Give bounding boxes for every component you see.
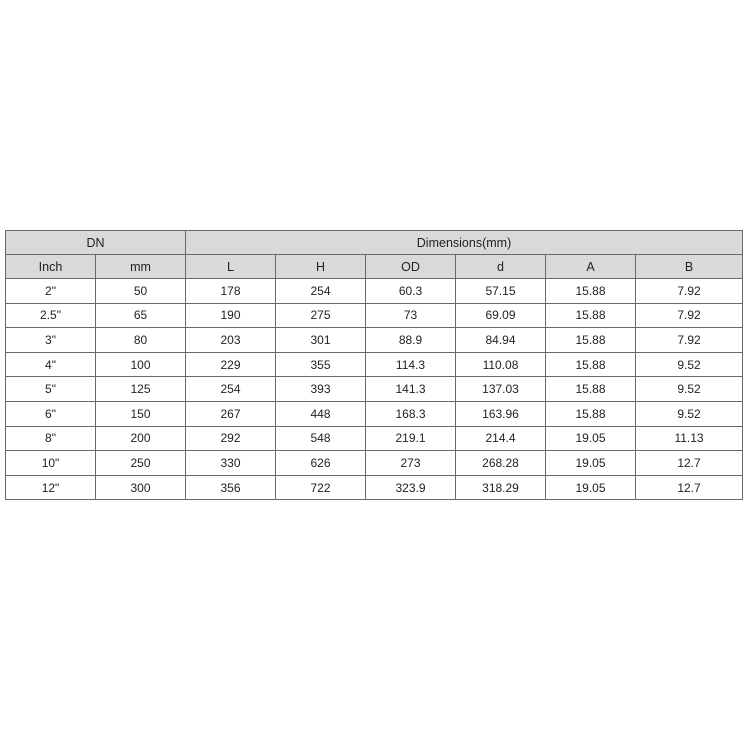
cell-b: 12.7 [636, 475, 743, 500]
cell-mm: 200 [96, 426, 186, 451]
cell-l: 254 [186, 377, 276, 402]
cell-od: 73 [366, 303, 456, 328]
cell-inch: 2" [6, 279, 96, 304]
column-header-mm: mm [96, 255, 186, 279]
cell-a: 15.88 [546, 377, 636, 402]
cell-l: 178 [186, 279, 276, 304]
cell-l: 203 [186, 328, 276, 353]
cell-a: 19.05 [546, 451, 636, 476]
cell-a: 19.05 [546, 475, 636, 500]
cell-mm: 50 [96, 279, 186, 304]
cell-h: 355 [276, 352, 366, 377]
table-row [6, 475, 743, 500]
dn-group-header: DN [6, 231, 186, 255]
cell-d: 84.94 [456, 328, 546, 353]
cell-inch: 8" [6, 426, 96, 451]
column-header-d: d [456, 255, 546, 279]
cell-mm: 150 [96, 401, 186, 426]
cell-h: 275 [276, 303, 366, 328]
cell-od: 114.3 [366, 352, 456, 377]
cell-a: 15.88 [546, 279, 636, 304]
cell-inch: 3" [6, 328, 96, 353]
cell-inch: 5" [6, 377, 96, 402]
cell-inch: 6" [6, 401, 96, 426]
table-row [6, 279, 743, 304]
table-header [6, 231, 743, 279]
cell-od: 141.3 [366, 377, 456, 402]
table-row [6, 377, 743, 402]
table-row [6, 426, 743, 451]
cell-l: 229 [186, 352, 276, 377]
cell-a: 15.88 [546, 401, 636, 426]
cell-b: 9.52 [636, 352, 743, 377]
cell-mm: 80 [96, 328, 186, 353]
cell-inch: 12" [6, 475, 96, 500]
cell-l: 330 [186, 451, 276, 476]
cell-od: 88.9 [366, 328, 456, 353]
table-row [6, 328, 743, 353]
column-header-row [6, 255, 743, 279]
cell-d: 69.09 [456, 303, 546, 328]
cell-d: 137.03 [456, 377, 546, 402]
cell-od: 60.3 [366, 279, 456, 304]
cell-b: 12.7 [636, 451, 743, 476]
cell-b: 11.13 [636, 426, 743, 451]
cell-a: 15.88 [546, 352, 636, 377]
table-row [6, 451, 743, 476]
column-header-h: H [276, 255, 366, 279]
cell-d: 163.96 [456, 401, 546, 426]
cell-h: 448 [276, 401, 366, 426]
group-header-row [6, 231, 743, 255]
cell-h: 722 [276, 475, 366, 500]
cell-mm: 65 [96, 303, 186, 328]
cell-l: 356 [186, 475, 276, 500]
column-header-inch: Inch [6, 255, 96, 279]
cell-od: 323.9 [366, 475, 456, 500]
cell-inch: 4" [6, 352, 96, 377]
cell-od: 219.1 [366, 426, 456, 451]
cell-mm: 100 [96, 352, 186, 377]
cell-od: 168.3 [366, 401, 456, 426]
column-header-l: L [186, 255, 276, 279]
cell-d: 318.29 [456, 475, 546, 500]
cell-a: 15.88 [546, 328, 636, 353]
cell-mm: 300 [96, 475, 186, 500]
cell-b: 9.52 [636, 401, 743, 426]
cell-l: 190 [186, 303, 276, 328]
cell-b: 7.92 [636, 279, 743, 304]
cell-d: 110.08 [456, 352, 546, 377]
cell-l: 292 [186, 426, 276, 451]
cell-b: 7.92 [636, 303, 743, 328]
cell-a: 15.88 [546, 303, 636, 328]
cell-mm: 125 [96, 377, 186, 402]
cell-inch: 2.5" [6, 303, 96, 328]
table-row [6, 303, 743, 328]
cell-b: 9.52 [636, 377, 743, 402]
column-header-a: A [546, 255, 636, 279]
cell-l: 267 [186, 401, 276, 426]
table-row [6, 352, 743, 377]
cell-mm: 250 [96, 451, 186, 476]
cell-d: 214.4 [456, 426, 546, 451]
dimensions-table [5, 230, 743, 500]
cell-h: 548 [276, 426, 366, 451]
table-body [6, 279, 743, 500]
cell-d: 57.15 [456, 279, 546, 304]
column-header-od: OD [366, 255, 456, 279]
cell-h: 301 [276, 328, 366, 353]
table-row [6, 401, 743, 426]
cell-a: 19.05 [546, 426, 636, 451]
cell-inch: 10" [6, 451, 96, 476]
cell-d: 268.28 [456, 451, 546, 476]
cell-h: 626 [276, 451, 366, 476]
dimensions-group-header: Dimensions(mm) [186, 231, 743, 255]
cell-od: 273 [366, 451, 456, 476]
cell-h: 254 [276, 279, 366, 304]
column-header-b: B [636, 255, 743, 279]
cell-h: 393 [276, 377, 366, 402]
cell-b: 7.92 [636, 328, 743, 353]
